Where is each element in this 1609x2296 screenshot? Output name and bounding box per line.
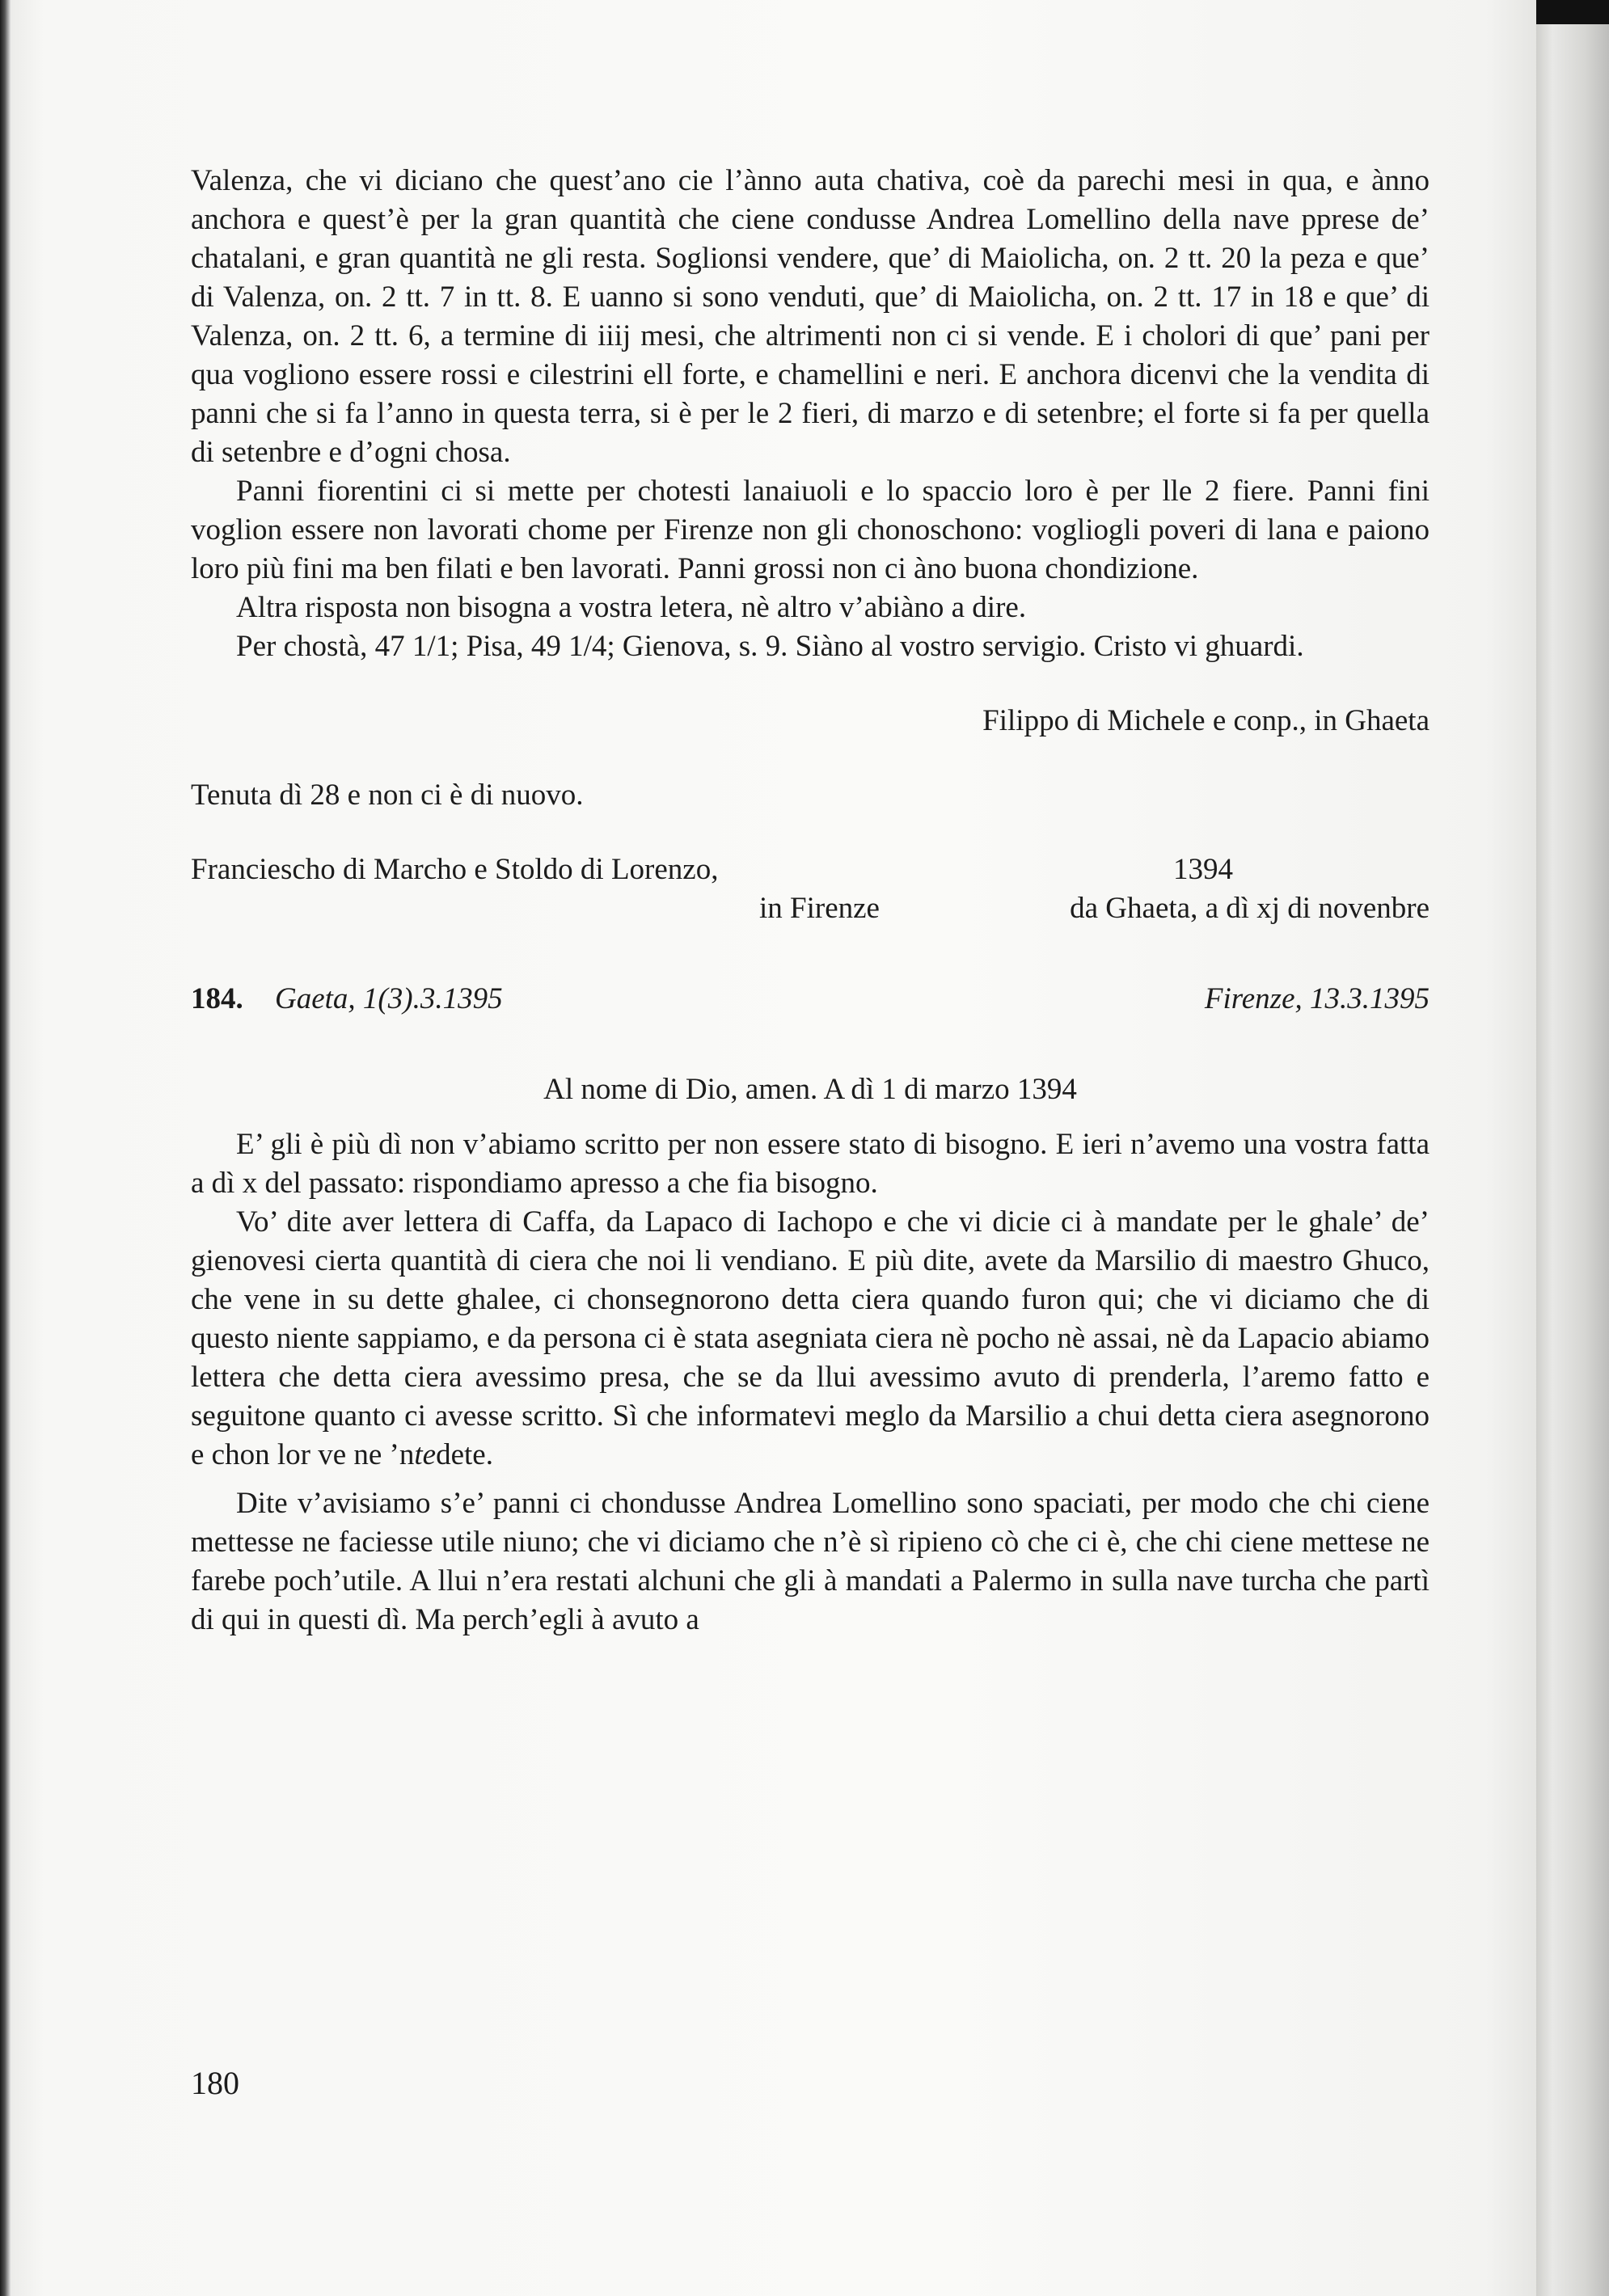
page-number: 180 <box>191 2065 239 2101</box>
invocation: Al nome di Dio, amen. A dì 1 di marzo 1394 <box>543 1073 1077 1106</box>
signature: Filippo di Michele e conp., in Ghaeta <box>982 704 1430 737</box>
book-spine-edge <box>0 0 11 2296</box>
letter-destination-date: Firenze, 13.3.1395 <box>1204 982 1430 1015</box>
continuation-paragraph-2: Panni fiorentini ci si mette per chotesti lanaiuoli e lo spaccio loro è per lle 2 fiere. Panni fini voglion essere non lavorati chome per Firenze non gli chonoschono: vogliogli poveri di lana e paiono loro più fini ma ben filati e ben lavorati. Panni grossi non ci àno buona chondizione. <box>191 475 1430 585</box>
letter-heading <box>191 980 1430 1019</box>
continuation-paragraph-4: Per chostà, 47 1/1; Pisa, 49 1/4; Gienova, s. 9. Siàno al vostro servigio. Cristo vi ghuardi. <box>236 630 1304 663</box>
letter-paragraph-2-text: Vo’ dite aver lettera di Caffa, da Lapaco di Iachopo e che vi dicie ci à mandate per le ghale’ de’ gienovesi cierta quantità di ciera che noi li vendiano. E più dite, avete da Marsilio di maestro Ghuco, che vene in su dette ghalee, ci chonsegnorono detta ciera quando furon qui; che vi diciamo che di questo niente sappiamo, e da persona ci è stata asegniata ciera nè pocho nè assai, nè da Lapacio abiamo lettera che detta ciera avessimo presa, che se da llui avessimo avuto di prenderla, l’aremo fatto e seguitone quanto ci avesse scritto. Sì che informatevi meglo da Marsilio a chui detta ciera asegnorono e chon lor ve ne ’n <box>191 1205 1430 1471</box>
address-city: in Firenze <box>759 892 880 925</box>
continuation-paragraph-1: Valenza, che vi diciano che quest’ano cie l’ànno auta chativa, coè da parechi mesi in qua, e ànno anchora e quest’è per la gran quantità che ciene condusse Andrea Lomellino della nave pprese de’ chatalani, e gran quantità ne gli resta. Soglionsi vendere, que’ di Maiolicha, on. 2 tt. 20 la peza e que’ di Valenza, on. 2 tt. 7 in tt. 8. E uanno si sono venduti, que’ di Maiolicha, on. 2 tt. 17 in 18 e que’ di Valenza, on. 2 tt. 6, a termine di iiij mesi, che altrimenti non ci si vende. E i cholori di que’ pani per qua vogliono essere rossi e cilestrini ell forte, e chamellini e neri. E anchora dicenvi che la vendita di panni che si fa l’anno in questa terra, si è per le 2 fieri, di marzo e di setenbre; el forte si fa per quella di setenbre e d’ogni chosa. <box>191 164 1430 469</box>
letter-number: 184. <box>191 982 243 1015</box>
letter-paragraph-1: E’ gli è più dì non v’abiamo scritto per non essere stato di bisogno. E ieri n’avemo una vostra fatta a dì x del passato: rispondiamo apresso a che fia bisogno. <box>191 1128 1430 1200</box>
address-line-2 <box>191 889 1430 928</box>
letter-origin-date: Gaeta, 1(3).3.1395 <box>275 982 503 1015</box>
continuation-paragraph-3: Altra risposta non bisogna a vostra letera, nè altro v’abiàno a dire. <box>236 591 1027 624</box>
letter-paragraph-2 <box>191 1203 1430 1475</box>
address-origin-date: da Ghaeta, a dì xj di novenbre <box>1070 892 1430 925</box>
address-year: 1394 <box>1173 853 1233 886</box>
page-edge-shadow <box>1536 0 1609 2296</box>
letter-paragraph-2-end: dete. <box>436 1438 493 1471</box>
received-note: Tenuta dì 28 e non ci è di nuovo. <box>191 779 584 812</box>
page-text <box>191 162 1430 1640</box>
address-recipient: Franciescho di Marcho e Stoldo di Lorenzo, <box>191 853 719 886</box>
scanner-corner <box>1536 0 1609 24</box>
letter-paragraph-3: Dite v’avisiamo s’e’ panni ci chondusse Andrea Lomellino sono spaciati, per modo che chi ciene mettesse ne faciesse utile niuno; che vi diciamo che n’è sì ripieno cò che ci è, che chi ciene mettese ne farebe poch’utile. A llui n’era restati alchuni che gli à mandati a Palermo in sulla nave turcha che partì di qui in questi dì. Ma perch’egli à avuto a <box>191 1487 1430 1636</box>
letter-paragraph-2-italic: te <box>414 1438 437 1471</box>
address-line-1 <box>191 850 1430 889</box>
